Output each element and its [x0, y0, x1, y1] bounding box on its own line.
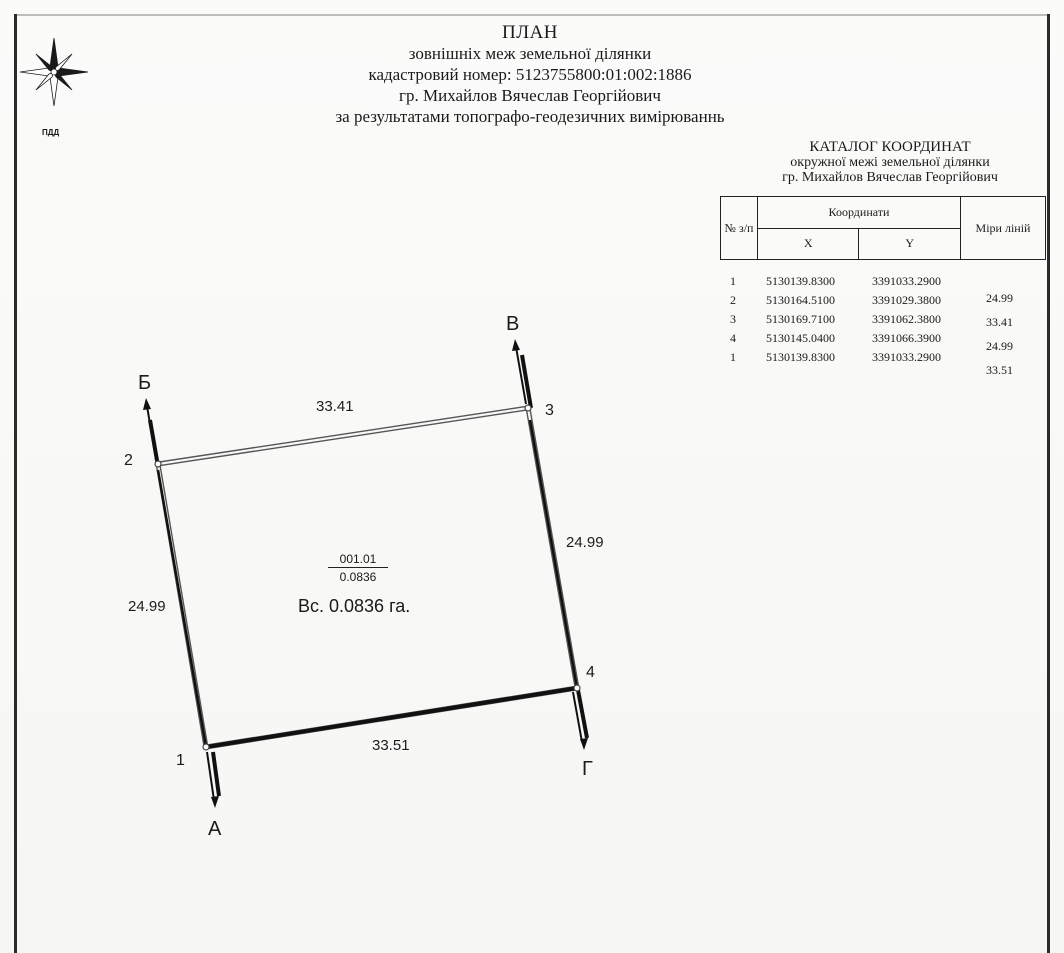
point-label-4: 4 — [586, 664, 595, 681]
row-y: 3391029.3800 — [872, 293, 941, 307]
vertex-3 — [525, 405, 531, 411]
row-x: 5130139.8300 — [766, 274, 835, 288]
edge-length-bottom: 33.51 — [372, 737, 410, 754]
catalog-subtitle-2: гр. Михайлов Вячеслав Георгійович — [782, 170, 998, 185]
row-x: 5130145.0400 — [766, 331, 835, 345]
point-label-3: 3 — [545, 402, 554, 419]
compass-label: ПДД — [42, 128, 60, 137]
neighbor-line-v-outer — [522, 355, 531, 408]
title-cadastral-number: кадастровий номер: 5123755800:01:002:1886 — [368, 65, 692, 84]
boundary-segment-right — [530, 420, 577, 688]
line-length: 24.99 — [986, 339, 1013, 353]
title-owner: гр. Михайлов Вячеслав Георгійович — [399, 86, 661, 105]
line-length: 33.51 — [986, 363, 1013, 377]
row-number: 1 — [730, 350, 736, 364]
col-x-header: X — [758, 228, 859, 260]
arrow-g-icon — [580, 738, 588, 750]
row-number: 3 — [730, 312, 736, 326]
catalog-heading: КАТАЛОГ КООРДИНАТ — [809, 139, 971, 155]
edge-length-left: 24.99 — [128, 598, 166, 615]
title-line-2: зовнішніх меж земельної ділянки — [408, 44, 652, 63]
point-label-1: 1 — [176, 752, 185, 769]
row-y: 3391033.2900 — [872, 350, 941, 364]
row-x: 5130139.8300 — [766, 350, 835, 364]
vertex-2 — [155, 461, 161, 467]
neighbor-label-g: Г — [582, 758, 593, 780]
title-line-5: за результатами топографо-геодезичних вимірюваннь — [335, 107, 725, 126]
row-y: 3391062.3800 — [872, 312, 941, 326]
parcel-code — [328, 552, 388, 584]
arrow-v-icon — [512, 339, 520, 351]
parcel-code-area: 0.0836 — [339, 570, 377, 584]
row-number: 2 — [730, 293, 736, 307]
col-coordinates-header: Координати — [758, 197, 961, 229]
row-number: 1 — [730, 274, 736, 288]
row-number: 4 — [730, 331, 736, 345]
edge-length-right: 24.99 — [566, 534, 604, 551]
arrow-b-icon — [143, 398, 151, 410]
neighbor-label-v: В — [506, 313, 520, 335]
row-y: 3391066.3900 — [872, 331, 941, 345]
neighbor-label-b: Б — [138, 372, 152, 394]
col-number-header: № з/п — [721, 197, 758, 260]
point-label-2: 2 — [124, 452, 133, 469]
row-x: 5130164.5100 — [766, 293, 835, 307]
vertex-1 — [203, 744, 209, 750]
row-y: 3391033.2900 — [872, 274, 941, 288]
title-line-1: ПЛАН — [501, 22, 559, 43]
neighbor-line-a-outer — [213, 752, 219, 796]
edge-length-top: 33.41 — [316, 398, 354, 415]
catalog-subtitle-1: окружної межі земельної ділянки — [790, 155, 990, 170]
neighbor-line-b-outer — [150, 420, 158, 466]
arrow-a-icon — [211, 796, 219, 808]
col-length-header: Міри ліній — [961, 197, 1046, 260]
row-x: 5130169.7100 — [766, 312, 835, 326]
parcel-code-number: 001.01 — [328, 552, 388, 568]
col-y-header: Y — [859, 228, 961, 260]
neighbor-label-a: А — [208, 818, 222, 840]
line-length: 24.99 — [986, 291, 1013, 305]
vertex-4 — [574, 685, 580, 691]
parcel-area-label: Вс. 0.0836 га. — [298, 596, 411, 616]
line-length: 33.41 — [986, 315, 1013, 329]
